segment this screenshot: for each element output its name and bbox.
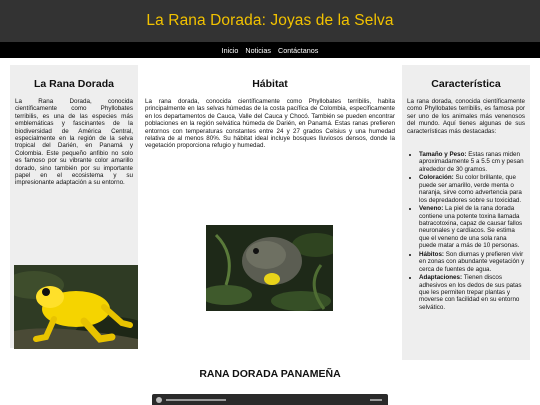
feature-item-color: • Coloración: Su color brillante, que puede ser amarillo, verde menta o naranja, sirve como advertencia para los depredadores sobre su toxicidad. xyxy=(419,174,525,204)
site-title: La Rana Dorada: Joyas de la Selva xyxy=(146,12,394,29)
features-intro: La rana dorada, conocida científicamente como Phyllobates terribilis, es famosa por ser uno de los animales más venenosos del mundo. Aquí tienes algunas de sus características más destacadas: xyxy=(407,98,525,135)
channel-avatar-icon xyxy=(156,397,162,403)
frog-text: La Rana Dorada, conocida científicamente como Phyllobates terribilis, es una de las especies más emblemáticas y fascinantes de la biodiversidad de América Central, especialmente en la región de la selva tropical del Darién, en Panamá y Colombia. Este pequeño anfibio no solo es famoso por su vibrante color amarillo dorado, sino también por su importante papel en el ecosistema y su impresionante adaptación a su entorno. xyxy=(15,98,133,187)
features-panel xyxy=(402,65,530,360)
golden-frog-image xyxy=(14,265,138,349)
feature-item-adaptations: • Adaptaciones: Tienen discos adhesivos en los dedos de sus patas que les permiten trepar plantas y moverse con facilidad en su entorno selvático. xyxy=(419,274,525,311)
video-menu-icon[interactable] xyxy=(370,399,382,401)
feature-item-venom: • Veneno: La piel de la rana dorada contiene una potente toxina llamada batracotoxina, capaz de causar fallos neuronales y cardíacos. Se estima que el veneno de una sola rana puede matar a más de 10 personas. xyxy=(419,205,525,249)
feature-item-habits: • Hábitos: Son diurnas y prefieren vivir en zonas con abundante vegetación y cerca de fuentes de agua. xyxy=(419,251,525,273)
main-nav xyxy=(0,42,540,58)
site-header xyxy=(0,0,540,42)
habitat-heading: Hábitat xyxy=(252,78,288,90)
feature-item-size: • Tamaño y Peso: Estas ranas miden aproximadamente 5 a 5.5 cm y pesan alrededor de 30 gramos. xyxy=(419,151,525,173)
nav-link-inicio[interactable]: Inicio xyxy=(221,45,239,55)
features-list xyxy=(407,151,525,312)
nav-link-noticias[interactable]: Noticias xyxy=(245,45,271,55)
habitat-image xyxy=(206,225,333,311)
frog-panel xyxy=(10,65,138,348)
habitat-text: La rana dorada, conocida científicamente como Phyllobates terribilis, habita principalmente en las selvas húmedas de la costa pacífica de Colombia, específicamente en los departamentos de Cauca, Valle del Cauca y Chocó. También se pueden encontrar poblaciones en la región selvática húmeda de Darién, en Panamá. Estas ranas prefieren entornos con temperaturas constantes entre 24 y 27 grados Celsius y una humedad relativa de al menos 80%. Su hábitat ideal incluye bosques lluviosos densos, donde la vegetación proporciona refugio y humedad. xyxy=(145,98,395,150)
nav-link-contactanos[interactable]: Contáctanos xyxy=(278,45,319,55)
features-heading: Característica xyxy=(431,78,501,90)
video-section-title: RANA DORADA PANAMEÑA xyxy=(199,368,341,380)
video-title-bar xyxy=(166,399,226,401)
habitat-panel xyxy=(144,65,396,348)
frog-heading: La Rana Dorada xyxy=(34,78,114,90)
embedded-video[interactable] xyxy=(152,394,388,405)
content-columns xyxy=(0,58,540,370)
